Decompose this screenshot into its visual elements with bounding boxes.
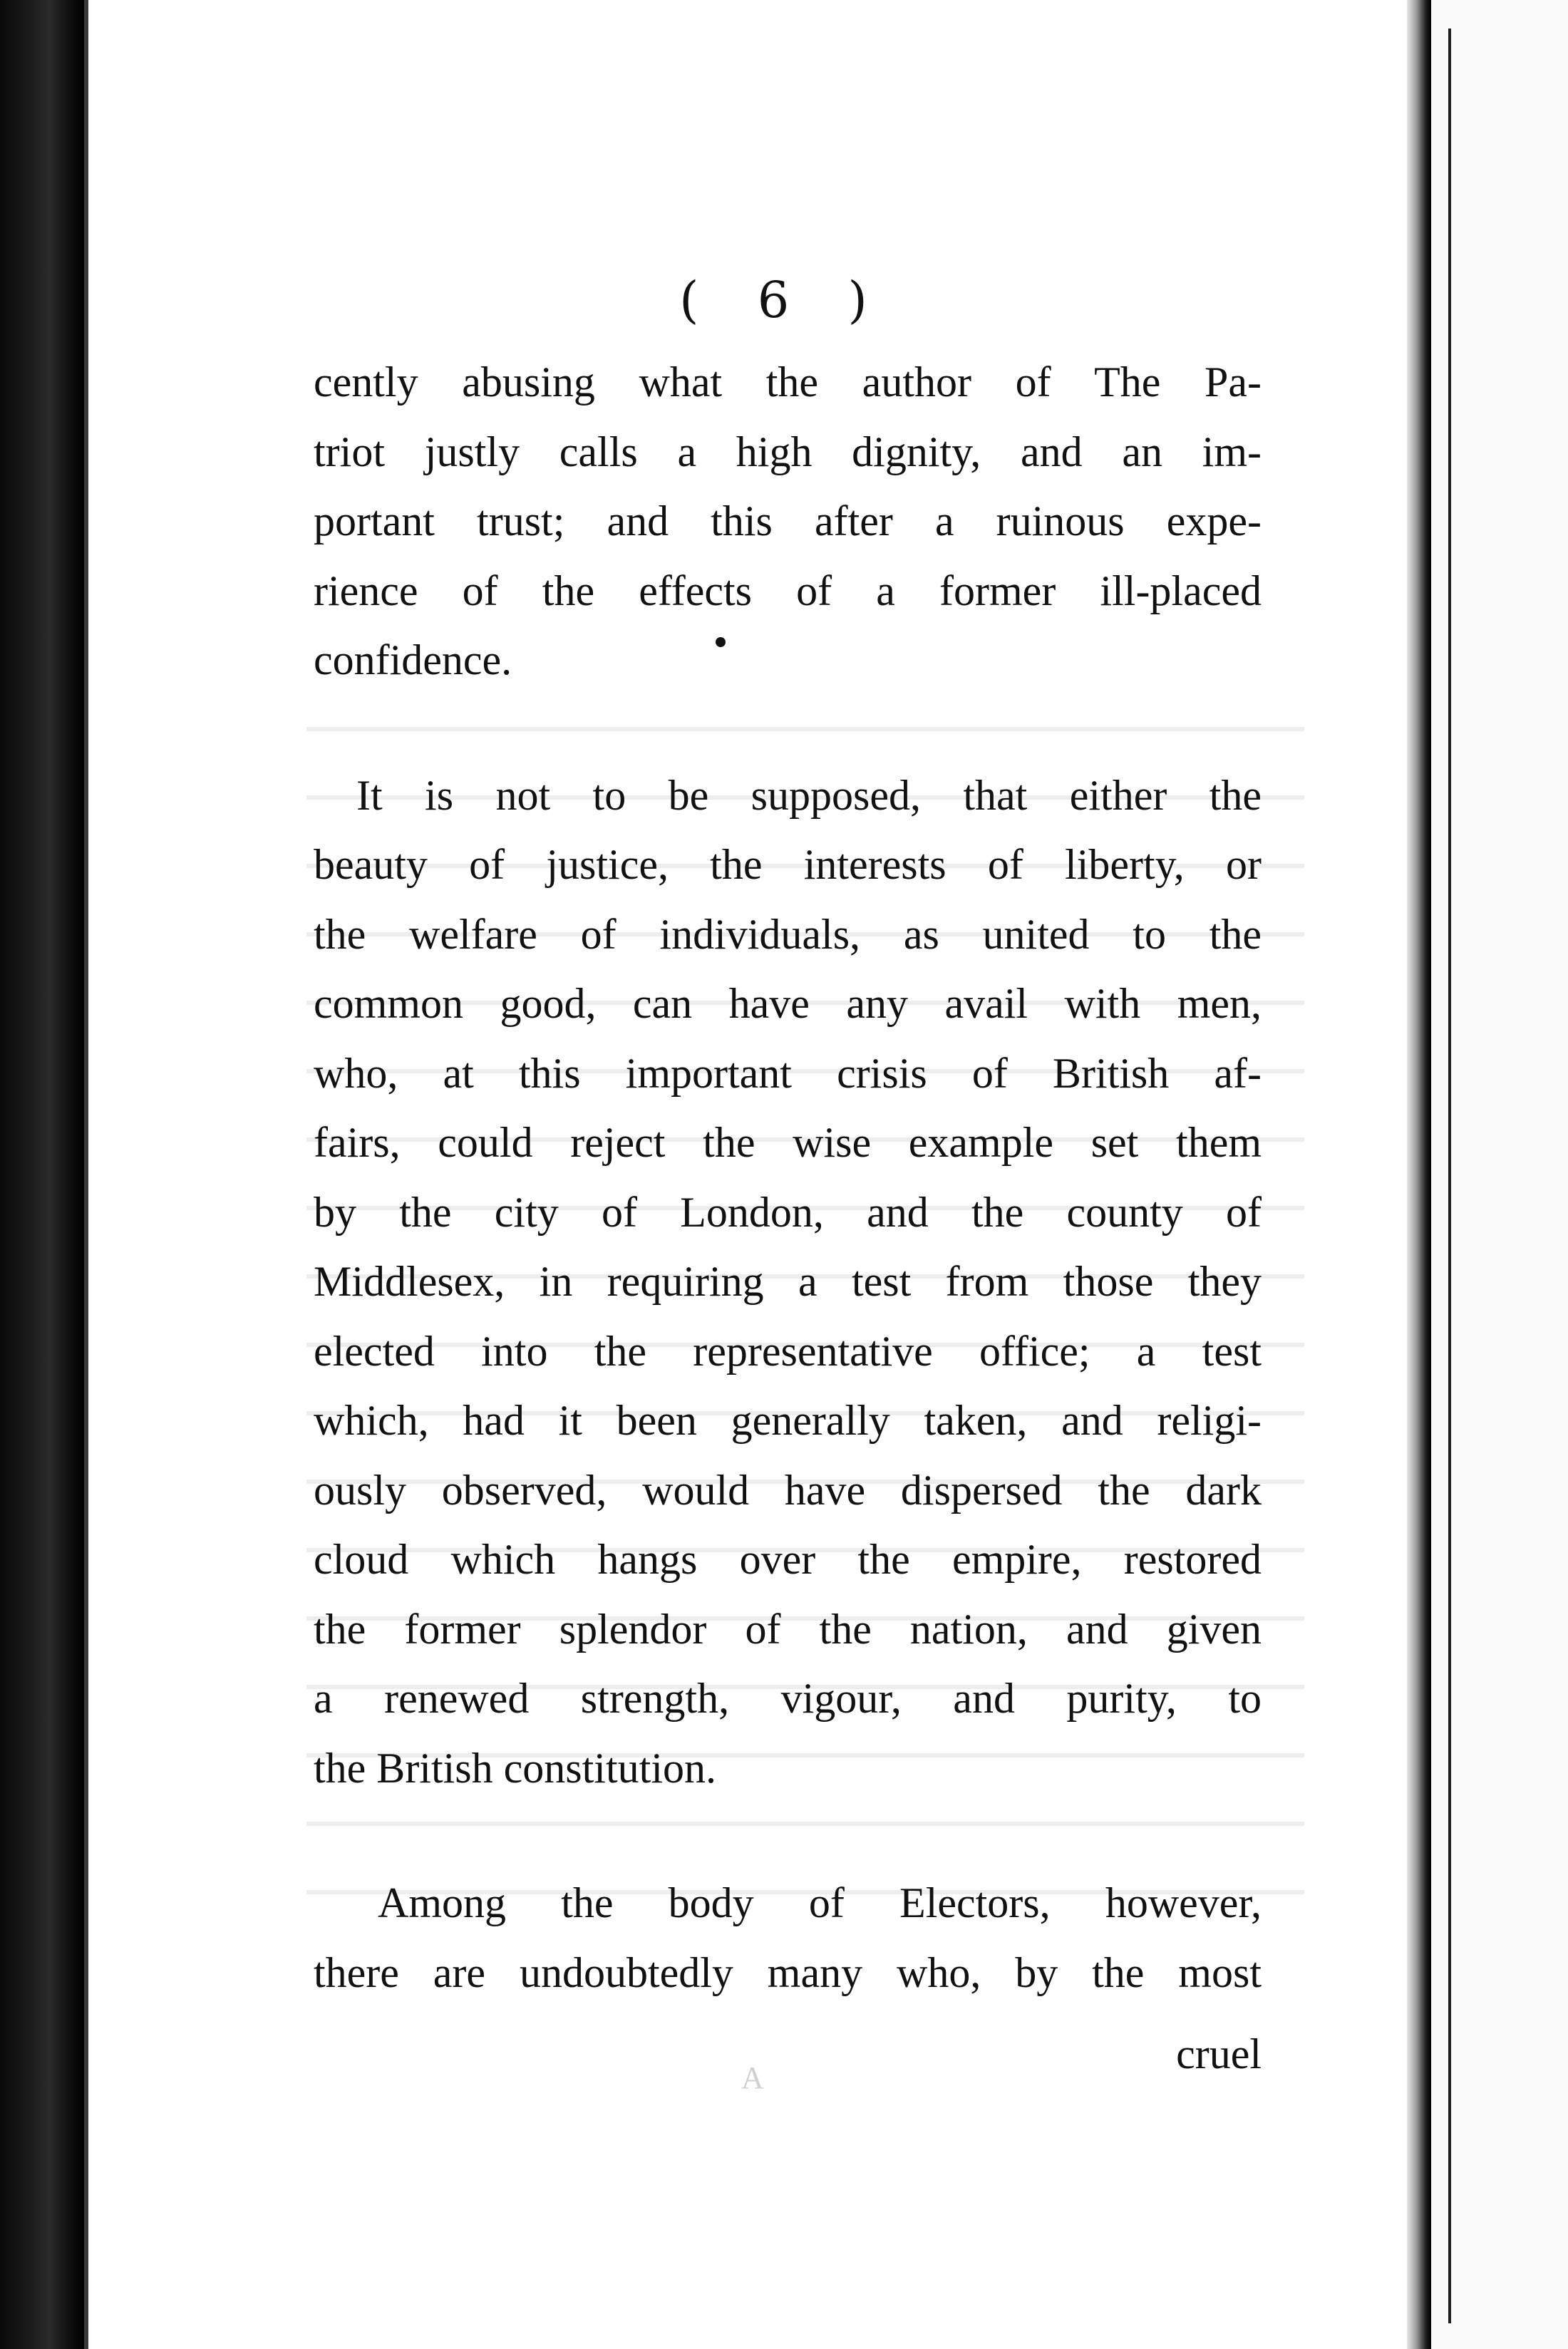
text-line: cently abusing what the author of The Pa- [314,358,1262,406]
text-line: a renewed strength, vigour, and purity, to [314,1675,1262,1722]
paragraph-1 [314,348,1262,696]
text-line: common good, can have any avail with men, [314,980,1262,1027]
text-line: by the city of London, and the county of [314,1188,1262,1236]
text-line: who, at this important crisis of British af- [314,1049,1262,1097]
text-line: beauty of justice, the interests of liberty, or [314,841,1262,888]
text-line: fairs, could reject the wise example set them [314,1119,1262,1166]
text-line: portant trust; and this after a ruinous expe- [314,497,1262,544]
text-line: the British constitution. [314,1744,716,1792]
text-line: there are undoubtedly many who, by the most [314,1948,1262,1996]
text-line: which, had it been generally taken, and religi- [314,1397,1262,1444]
next-leaf [1431,0,1568,2349]
text-line: cloud which hangs over the empire, restored [314,1536,1262,1583]
next-leaf-edge-line [1448,29,1451,2323]
body-text [314,348,1262,2008]
text-line: Among the body of Electors, however, [378,1879,1262,1926]
text-line: confidence. [314,636,512,683]
text-line: Middlesex, in requiring a test from those they [314,1258,1262,1305]
signature-mark: A [741,2060,773,2095]
text-line: elected into the representative office; a test [314,1327,1262,1375]
text-line: It is not to be supposed, that either the [356,771,1262,819]
page-number: ( 6 ) [679,271,889,329]
page-fold-edge [1407,0,1431,2349]
text-line: the welfare of individuals, as united to the [314,910,1262,958]
catchword: cruel [1176,2030,1262,2077]
text-line: triot justly calls a high dignity, and an im- [314,428,1262,475]
paragraph-3 [314,1869,1262,2008]
text-line: ously observed, would have dispersed the dark [314,1466,1262,1514]
text-line: the former splendor of the nation, and given [314,1605,1262,1653]
binding-edge [0,0,84,2349]
paragraph-2 [314,761,1262,1804]
text-line: rience of the effects of a former ill-placed [314,567,1262,614]
